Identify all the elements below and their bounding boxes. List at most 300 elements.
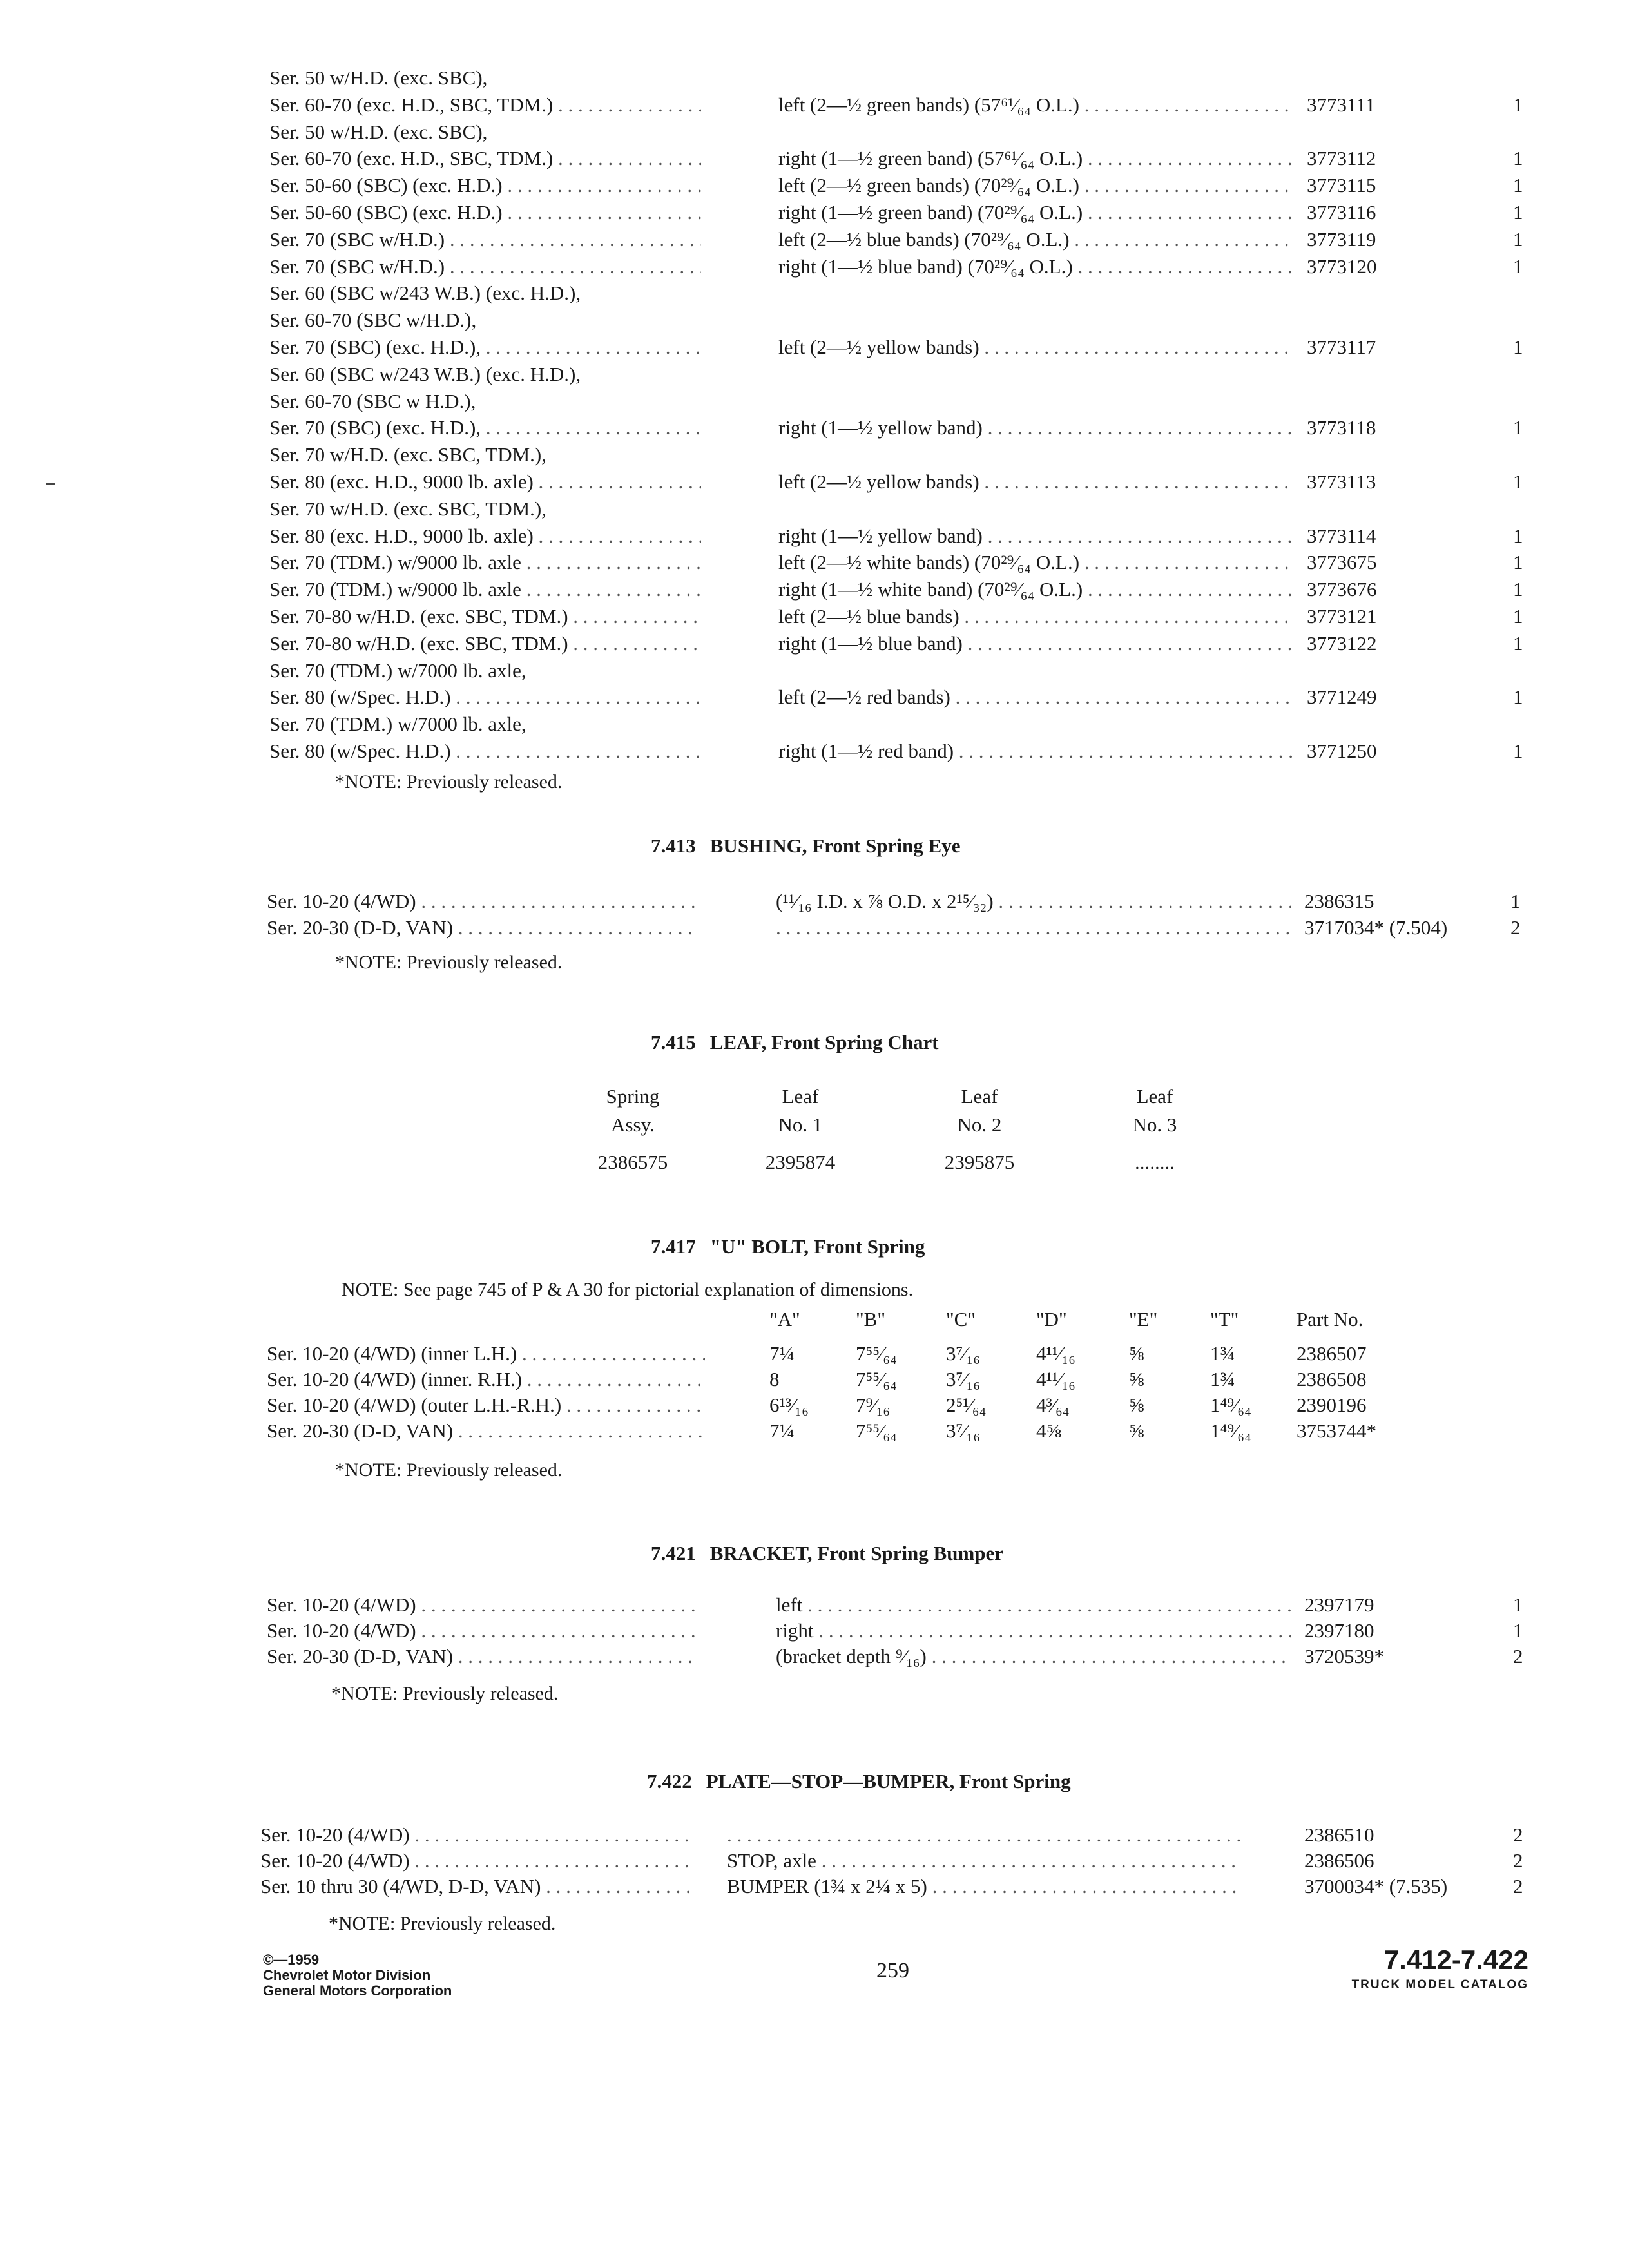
description-cell-text: left (2—½ blue bands) [778, 605, 959, 628]
part-number-cell-text: 3773120 [1307, 255, 1377, 278]
series-cell-text: Ser. 60 (SBC w/243 W.B.) (exc. H.D.), [269, 362, 581, 385]
u-bolt-table [267, 1308, 1530, 1456]
dimension-c-cell: 2⁵¹⁄₆₄ [946, 1394, 987, 1416]
section-7417-note: *NOTE: Previously released. [335, 1459, 563, 1481]
quantity-cell-text: 1 [1513, 174, 1523, 197]
part-number-cell [1304, 1821, 1374, 1849]
series-cell [269, 468, 701, 495]
quantity-cell [1513, 334, 1523, 361]
series-cell-text: Ser. 10-20 (4/WD) (inner L.H.) [267, 1342, 517, 1365]
part-number-cell-text: 3773114 [1307, 524, 1376, 547]
part-number-cell-text: 3773675 [1307, 551, 1377, 574]
u-bolt-column-header: "A" [769, 1308, 800, 1331]
section-7415-number: 7.415 [651, 1031, 696, 1053]
series-cell [269, 307, 701, 334]
leaf-chart-header: No. 1 [778, 1113, 823, 1136]
series-cell-text: Ser. 10-20 (4/WD) [260, 1849, 410, 1872]
u-bolt-column-header: "B" [856, 1308, 885, 1331]
part-number-cell [1307, 91, 1375, 119]
table-row [267, 1340, 1530, 1367]
quantity-cell-text: 1 [1513, 93, 1523, 116]
part-number-cell [1304, 914, 1447, 941]
dimension-e-cell: ⅝ [1129, 1368, 1144, 1390]
part-number-cell-text: 3773122 [1307, 631, 1377, 655]
table-row [269, 119, 1532, 146]
quantity-cell-text: 1 [1513, 227, 1523, 251]
part-number-cell-text: 2397180 [1304, 1619, 1374, 1642]
part-number-cell [1304, 1643, 1384, 1670]
catalog-name: TRUCK MODEL CATALOG [1351, 1978, 1528, 1992]
quantity-cell [1513, 523, 1523, 550]
part-number-cell [1307, 226, 1376, 253]
section-range: 7.412-7.422 [1383, 1945, 1528, 1975]
part-number-cell [1304, 1617, 1374, 1644]
quantity-cell-text: 1 [1513, 1619, 1523, 1642]
section-7421-number: 7.421 [651, 1542, 696, 1564]
part-number-cell-text: 3773121 [1307, 605, 1377, 628]
series-cell-text: Ser. 10-20 (4/WD) [267, 1593, 416, 1616]
leaf-chart-value: ........ [1135, 1151, 1175, 1173]
section-7415-heading [651, 1031, 939, 1054]
series-cell-text: Ser. 70 (TDM.) w/9000 lb. axle [269, 578, 521, 601]
quantity-cell [1513, 91, 1523, 119]
dimension-b-cell: 7⁵⁵⁄₆₄ [856, 1342, 897, 1365]
description-cell-text: left (2—½ yellow bands) [778, 336, 979, 358]
series-cell-text: Ser. 70-80 w/H.D. (exc. SBC, TDM.) [269, 605, 568, 628]
quantity-cell [1513, 603, 1523, 630]
series-cell-text: Ser. 70 (TDM.) w/9000 lb. axle [269, 551, 521, 574]
leaf-chart-header: Leaf [961, 1085, 998, 1108]
dimension-c-cell: 3⁷⁄₁₆ [946, 1368, 981, 1390]
quantity-cell [1513, 549, 1523, 576]
description-cell-text: (¹¹⁄₁₆ I.D. x ⅞ O.D. x 2¹⁵⁄₃₂) [776, 890, 994, 912]
series-cell [269, 172, 701, 199]
quantity-cell [1510, 914, 1521, 941]
series-cell-text: Ser. 60-70 (exc. H.D., SBC, TDM.) [269, 93, 554, 116]
series-cell-text: Ser. 70 w/H.D. (exc. SBC, TDM.), [269, 497, 546, 520]
table-row [269, 603, 1532, 630]
description-cell [778, 684, 1294, 711]
description-cell-text: STOP, axle [727, 1849, 816, 1872]
part-number-cell-text: 2386506 [1304, 1849, 1374, 1872]
series-cell-text: Ser. 10-20 (4/WD) [267, 890, 416, 912]
quantity-cell [1513, 630, 1523, 657]
table-row [267, 1392, 1530, 1419]
quantity-cell-text: 1 [1513, 686, 1523, 709]
table-row [267, 914, 1530, 941]
series-cell [269, 119, 701, 146]
table-row [267, 1366, 1530, 1393]
description-cell-text: right (1—½ yellow band) [778, 416, 983, 439]
description-cell-text: left (2—½ blue bands) (70²⁹⁄₆₄ O.L.) [778, 227, 1070, 251]
description-cell [778, 199, 1294, 226]
part-number-cell-text: 3773113 [1307, 470, 1376, 493]
quantity-cell [1510, 888, 1521, 915]
section-7417-note-top: NOTE: See page 745 of P & A 30 for pictorial explanation of dimensions. [342, 1279, 914, 1300]
series-cell [269, 91, 701, 119]
series-cell [269, 549, 701, 576]
part-number-cell-text: 3771249 [1307, 686, 1377, 709]
section-7413-title: BUSHING, Front Spring Eye [709, 834, 961, 857]
quantity-cell [1513, 145, 1523, 172]
table-row [260, 1847, 1523, 1874]
description-cell-text: right (1—½ white band) (70²⁹⁄₆₄ O.L.) [778, 578, 1083, 601]
table-row [269, 468, 1532, 495]
part-number-cell [1307, 145, 1376, 172]
description-cell [727, 1873, 1242, 1900]
table-row [269, 576, 1532, 603]
table-row [269, 280, 1532, 307]
section-7413-heading [651, 834, 960, 858]
section-7417-title: "U" BOLT, Front Spring [709, 1235, 925, 1258]
leaf-chart-value: 2386575 [597, 1151, 668, 1173]
series-cell-text: Ser. 60-70 (exc. H.D., SBC, TDM.) [269, 147, 554, 170]
series-cell-text: Ser. 50 w/H.D. (exc. SBC), [269, 120, 488, 143]
section-7417-heading [651, 1235, 925, 1258]
dimension-e-cell: ⅝ [1129, 1419, 1144, 1442]
leaf-chart-column [909, 1082, 1050, 1177]
description-cell [778, 630, 1294, 657]
part-number-cell [1307, 334, 1376, 361]
description-cell [727, 1847, 1242, 1874]
quantity-cell-text: 1 [1513, 201, 1523, 224]
quantity-cell [1513, 1591, 1523, 1619]
leaf-chart-value: 2395874 [765, 1151, 836, 1173]
leaf-chart-header: Leaf [1136, 1085, 1173, 1108]
description-cell-text: right (1—½ yellow band) [778, 524, 983, 547]
description-cell-text: left (2—½ green bands) (57⁶¹⁄₆₄ O.L.) [778, 93, 1079, 116]
part-number-cell-text: 3773116 [1307, 201, 1376, 224]
series-cell-text: Ser. 70 (TDM.) w/7000 lb. axle, [269, 713, 526, 736]
part-number-cell [1307, 576, 1377, 603]
quantity-cell-text: 1 [1513, 470, 1523, 493]
table-row [269, 523, 1532, 550]
part-number-cell-text: 3773112 [1307, 147, 1376, 170]
dimension-a-cell: 8 [769, 1368, 780, 1390]
series-cell-text: Ser. 20-30 (D-D, VAN) [267, 1645, 454, 1667]
series-cell [269, 523, 701, 550]
part-number-cell-text: 3773118 [1307, 416, 1376, 439]
part-number-cell [1304, 1591, 1374, 1619]
section-7413-number: 7.413 [651, 834, 696, 857]
dimension-a-cell: 7¼ [769, 1342, 795, 1365]
section-7415-title: LEAF, Front Spring Chart [709, 1031, 939, 1053]
description-cell [776, 1643, 1291, 1670]
table-row [269, 657, 1532, 684]
part-number-cell: 2386508 [1296, 1368, 1367, 1390]
quantity-cell-text: 2 [1513, 1645, 1523, 1667]
table-row [269, 361, 1532, 388]
series-cell-text: Ser. 70 (SBC) (exc. H.D.), [269, 336, 481, 358]
part-number-cell [1307, 630, 1377, 657]
quantity-cell-text: 1 [1513, 605, 1523, 628]
series-cell-text: Ser. 50-60 (SBC) (exc. H.D.) [269, 174, 503, 197]
corporation: General Motors Corporation [263, 1983, 452, 1999]
description-cell [776, 888, 1291, 915]
table-row [269, 145, 1532, 172]
description-cell [776, 1591, 1291, 1619]
series-cell-text: Ser. 70 (SBC) (exc. H.D.), [269, 416, 481, 439]
description-cell-text: right (1—½ green band) (70²⁹⁄₆₄ O.L.) [778, 201, 1083, 224]
part-number-cell-text: 3773119 [1307, 227, 1376, 251]
description-cell-text: right [776, 1619, 814, 1642]
table-row [260, 1873, 1523, 1900]
part-number-cell-text: 3771250 [1307, 740, 1377, 762]
quantity-cell-text: 1 [1513, 631, 1523, 655]
series-cell [269, 145, 701, 172]
u-bolt-column-header: "D" [1036, 1308, 1067, 1331]
table-row [269, 495, 1532, 523]
part-number-cell [1307, 253, 1377, 280]
quantity-cell-text: 1 [1513, 740, 1523, 762]
series-cell-text: Ser. 80 (exc. H.D., 9000 lb. axle) [269, 524, 534, 547]
description-cell [778, 738, 1294, 765]
quantity-cell [1513, 468, 1523, 495]
quantity-cell [1513, 226, 1523, 253]
quantity-cell-text: 1 [1513, 416, 1523, 439]
quantity-cell [1513, 414, 1523, 441]
u-bolt-column-header: Part No. [1296, 1308, 1364, 1331]
series-cell-text: Ser. 70 (SBC w/H.D.) [269, 255, 445, 278]
series-cell-text: Ser. 70 (SBC w/H.D.) [269, 227, 445, 251]
series-cell-text: Ser. 80 (w/Spec. H.D.) [269, 686, 451, 709]
leaf-chart-column [729, 1082, 871, 1177]
series-cell-text: Ser. 60-70 (SBC w/H.D.), [269, 309, 477, 332]
dimension-b-cell: 7⁵⁵⁄₆₄ [856, 1368, 897, 1390]
quantity-cell-text: 2 [1513, 1823, 1523, 1846]
description-cell [778, 172, 1294, 199]
part-number-cell-text: 3773111 [1307, 93, 1376, 116]
series-cell [267, 1366, 705, 1393]
description-cell-text: right (1—½ green band) (57⁶¹⁄₆₄ O.L.) [778, 147, 1083, 170]
dimension-t-cell: 1⁴⁹⁄₆₄ [1210, 1419, 1251, 1442]
dimension-t-cell: 1¾ [1210, 1342, 1235, 1365]
description-cell-text: left (2—½ green bands) (70²⁹⁄₆₄ O.L.) [778, 174, 1079, 197]
section-7413-note: *NOTE: Previously released. [335, 952, 563, 973]
series-cell-text: Ser. 60 (SBC w/243 W.B.) (exc. H.D.), [269, 282, 581, 305]
page-number: 259 [876, 1959, 909, 1983]
table-row [269, 738, 1532, 765]
description-cell [778, 468, 1294, 495]
description-cell [778, 253, 1294, 280]
part-number-cell: 2386507 [1296, 1342, 1367, 1365]
quantity-cell-text: 1 [1513, 255, 1523, 278]
table-row [269, 684, 1532, 711]
quantity-cell [1513, 1617, 1523, 1644]
section-7422-title: PLATE—STOP—BUMPER, Front Spring [706, 1770, 1071, 1792]
series-cell [269, 334, 701, 361]
series-cell [267, 1643, 699, 1670]
part-number-cell-text: 3717034* (7.504) [1304, 916, 1448, 939]
series-cell [269, 711, 701, 738]
table-row [269, 549, 1532, 576]
quantity-cell [1513, 1873, 1523, 1900]
quantity-cell [1513, 576, 1523, 603]
dimension-e-cell: ⅝ [1129, 1342, 1144, 1365]
part-number-cell [1307, 414, 1376, 441]
description-cell-text: right (1—½ blue band) [778, 631, 963, 655]
series-cell [267, 1340, 705, 1367]
quantity-cell-text: 1 [1513, 551, 1523, 574]
dimension-t-cell: 1¾ [1210, 1368, 1235, 1390]
description-cell [778, 226, 1294, 253]
quantity-cell [1513, 738, 1523, 765]
leaf-chart-column [1084, 1082, 1226, 1177]
leaf-chart-header: Assy. [611, 1113, 655, 1136]
footer-range [1352, 1945, 1528, 1992]
description-cell-text: left (2—½ white bands) (70²⁹⁄₆₄ O.L.) [778, 551, 1080, 574]
dimension-b-cell: 7⁵⁵⁄₆₄ [856, 1419, 897, 1442]
u-bolt-column-header: "E" [1129, 1308, 1158, 1331]
description-cell [778, 145, 1294, 172]
part-number-cell [1307, 199, 1376, 226]
dimension-c-cell: 3⁷⁄₁₆ [946, 1419, 981, 1442]
quantity-cell [1513, 1643, 1523, 1670]
dimension-d-cell: 4¹¹⁄₁₆ [1036, 1342, 1075, 1365]
section-7412-note: *NOTE: Previously released. [335, 771, 563, 793]
table-row [267, 888, 1530, 915]
table-row [269, 64, 1532, 91]
series-cell [260, 1873, 692, 1900]
description-cell [778, 334, 1294, 361]
series-cell [269, 657, 701, 684]
series-cell-text: Ser. 80 (exc. H.D., 9000 lb. axle) [269, 470, 534, 493]
description-cell [778, 549, 1294, 576]
series-cell [269, 388, 701, 415]
table-row [269, 172, 1532, 199]
series-cell [269, 576, 701, 603]
series-cell-text: Ser. 50 w/H.D. (exc. SBC), [269, 66, 488, 89]
series-cell [267, 1591, 699, 1619]
section-7422-number: 7.422 [647, 1770, 692, 1792]
part-number-cell-text: 3773676 [1307, 578, 1377, 601]
series-cell [269, 495, 701, 523]
table-row [269, 441, 1532, 468]
leaf-chart-header: No. 2 [957, 1113, 1002, 1136]
section-7421-note: *NOTE: Previously released. [331, 1683, 559, 1704]
series-cell-text: Ser. 10-20 (4/WD) [260, 1823, 410, 1846]
footer-imprint [263, 1952, 452, 1999]
series-cell [267, 1617, 699, 1644]
part-number-cell-text: 3720539* [1304, 1645, 1384, 1667]
series-cell [269, 64, 701, 91]
quantity-cell-text: 2 [1510, 916, 1521, 939]
series-cell-text: Ser. 50-60 (SBC) (exc. H.D.) [269, 201, 503, 224]
quantity-cell-text: 1 [1513, 1593, 1523, 1616]
part-number-cell: 3753744* [1296, 1419, 1376, 1442]
section-7422-note: *NOTE: Previously released. [329, 1913, 556, 1934]
u-bolt-column-header: "C" [946, 1308, 976, 1331]
series-cell-text: Ser. 20-30 (D-D, VAN) [267, 916, 454, 939]
table-row [269, 253, 1532, 280]
description-cell-text: right (1—½ blue band) (70²⁹⁄₆₄ O.L.) [778, 255, 1073, 278]
table-row [269, 307, 1532, 334]
table-row [269, 711, 1532, 738]
series-cell-text: Ser. 60-70 (SBC w H.D.), [269, 389, 476, 412]
margin-mark [46, 483, 55, 485]
dimension-a-cell: 7¼ [769, 1419, 795, 1442]
series-cell [269, 199, 701, 226]
series-cell [260, 1821, 692, 1849]
series-cell [269, 414, 701, 441]
leaf-chart-header: Leaf [782, 1085, 819, 1108]
quantity-cell-text: 1 [1513, 524, 1523, 547]
description-cell-text: left (2—½ red bands) [778, 686, 950, 709]
table-row [260, 1821, 1523, 1849]
table-row [269, 199, 1532, 226]
series-cell [269, 361, 701, 388]
table-row [267, 1591, 1530, 1619]
leaf-chart-header: No. 3 [1132, 1113, 1177, 1136]
description-cell [778, 414, 1294, 441]
description-cell-text: BUMPER (1¾ x 2¼ x 5) [727, 1875, 927, 1898]
dimension-t-cell: 1⁴⁹⁄₆₄ [1210, 1394, 1251, 1416]
series-cell-text: Ser. 10-20 (4/WD) (inner. R.H.) [267, 1368, 523, 1390]
dimension-d-cell: 4¹¹⁄₁₆ [1036, 1368, 1075, 1390]
part-number-cell [1307, 603, 1377, 630]
quantity-cell [1513, 172, 1523, 199]
part-number-cell [1304, 1847, 1374, 1874]
series-cell [269, 603, 701, 630]
leaf-chart [0, 1082, 1629, 1186]
part-number-cell [1307, 468, 1376, 495]
part-number-cell [1307, 523, 1376, 550]
dimension-b-cell: 7⁹⁄₁₆ [856, 1394, 891, 1416]
table-row [267, 1617, 1530, 1644]
series-cell-text: Ser. 80 (w/Spec. H.D.) [269, 740, 451, 762]
part-number-cell [1307, 172, 1376, 199]
description-cell [778, 576, 1294, 603]
table-row [267, 1418, 1530, 1445]
series-cell [269, 441, 701, 468]
table-row [269, 91, 1532, 119]
description-cell [727, 1821, 1242, 1849]
table-row [269, 388, 1532, 415]
part-number-cell-text: 2386315 [1304, 890, 1374, 912]
dimension-e-cell: ⅝ [1129, 1394, 1144, 1416]
series-cell-text: Ser. 10-20 (4/WD) [267, 1619, 416, 1642]
description-cell [776, 914, 1291, 941]
table-row [269, 630, 1532, 657]
part-number-cell [1307, 684, 1377, 711]
part-number-cell: 2390196 [1296, 1394, 1367, 1416]
quantity-cell [1513, 1821, 1523, 1849]
quantity-cell [1513, 684, 1523, 711]
series-cell-text: Ser. 70 (TDM.) w/7000 lb. axle, [269, 658, 526, 682]
leaf-chart-value: 2395875 [944, 1151, 1015, 1173]
series-cell-text: Ser. 10-20 (4/WD) (outer L.H.-R.H.) [267, 1394, 562, 1416]
copyright: ©—1959 [263, 1952, 320, 1968]
description-cell [776, 1617, 1291, 1644]
u-bolt-column-header: "T" [1210, 1308, 1239, 1331]
table-row [269, 226, 1532, 253]
leaf-chart-column [562, 1082, 704, 1177]
series-cell [269, 630, 701, 657]
part-number-cell [1304, 888, 1374, 915]
series-cell [269, 253, 701, 280]
dimension-a-cell: 6¹³⁄₁₆ [769, 1394, 809, 1416]
part-number-cell [1307, 549, 1377, 576]
description-cell [778, 91, 1294, 119]
series-cell [267, 914, 699, 941]
section-7417-number: 7.417 [651, 1235, 696, 1258]
description-cell-text: (bracket depth ⁹⁄₁₆) [776, 1645, 927, 1667]
quantity-cell-text: 1 [1513, 336, 1523, 358]
part-number-cell-text: 2386510 [1304, 1823, 1374, 1846]
description-cell-text: left [776, 1593, 803, 1616]
dimension-d-cell: 4³⁄₆₄ [1036, 1394, 1070, 1416]
division: Chevrolet Motor Division [263, 1967, 431, 1983]
